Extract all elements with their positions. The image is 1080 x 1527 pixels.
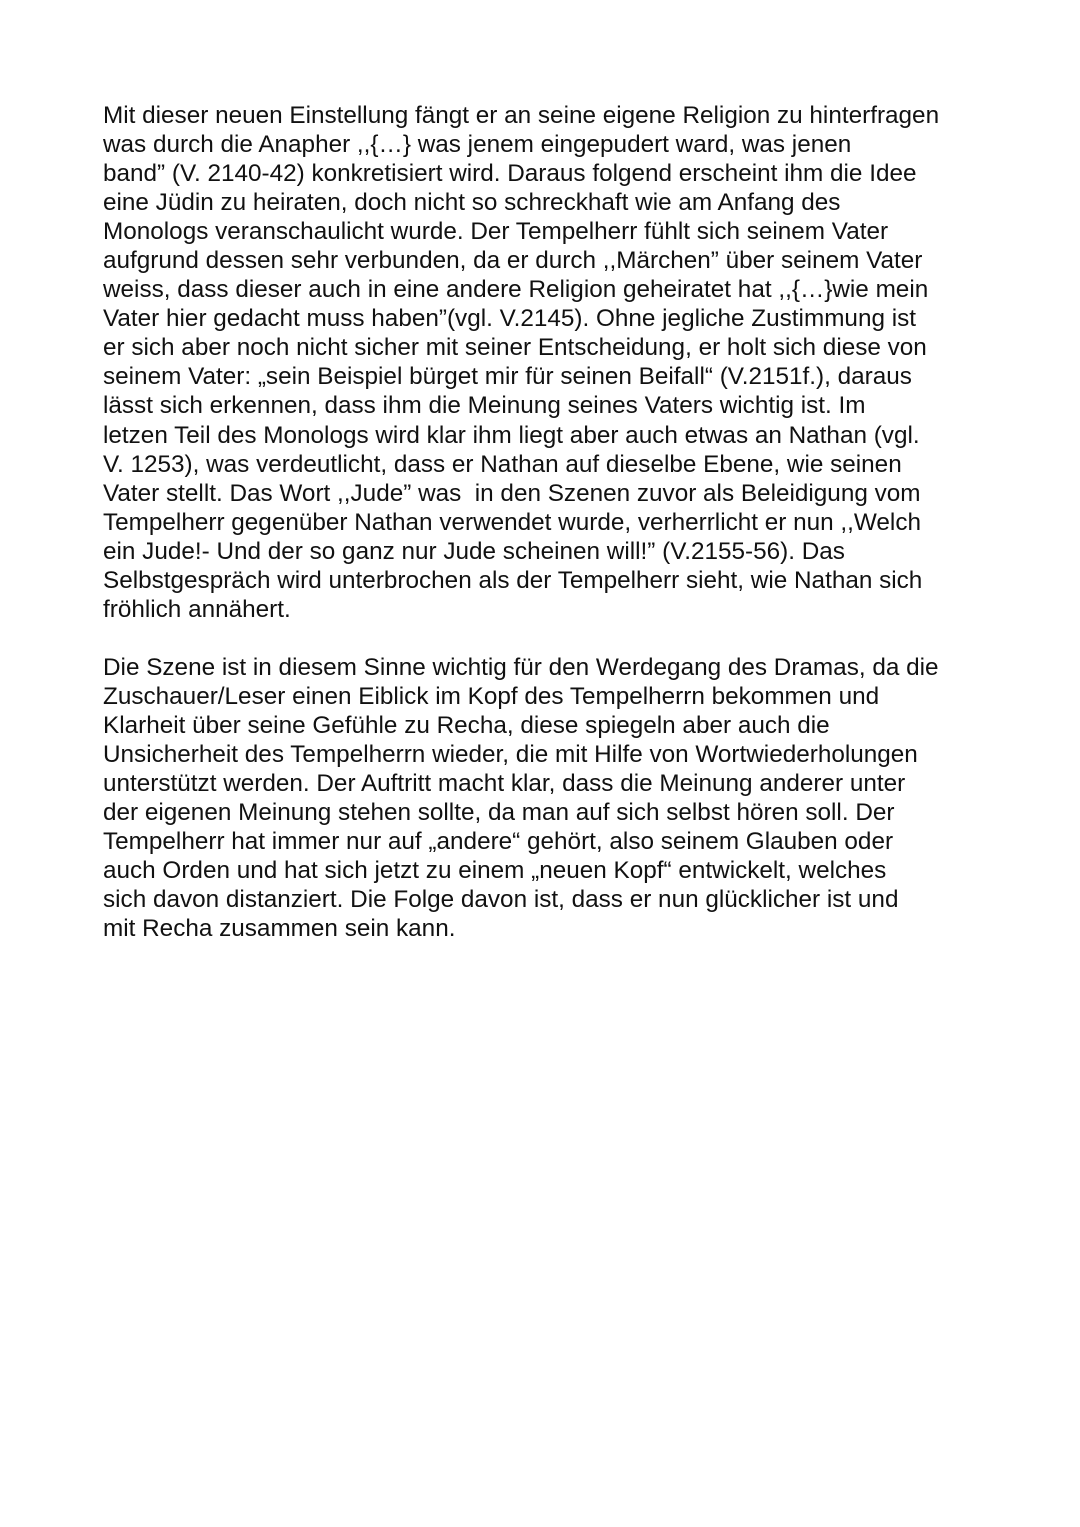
text-line: Vater hier gedacht muss haben”(vgl. V.2145). Ohne jegliche Zustimmung ist [103, 305, 917, 333]
text-line: Tempelherr hat immer nur auf „andere“ gehört, also seinem Glauben oder [103, 828, 894, 856]
text-line: Zuschauer/Leser einen Eiblick im Kopf des Tempelherrn bekommen und [103, 682, 880, 710]
text-line: was durch die Anapher ,,{…} was jenem eingepudert ward, was jenen [103, 131, 852, 159]
text-line: Klarheit über seine Gefühle zu Recha, diese spiegeln aber auch die [103, 711, 830, 739]
text-line: er sich aber noch nicht sicher mit seiner Entscheidung, er holt sich diese von [103, 334, 927, 362]
paragraph-spacer [103, 624, 983, 653]
text-line: V. 1253), was verdeutlicht, dass er Nathan auf dieselbe Ebene, wie seinen [103, 450, 902, 478]
text-line: ein Jude!- Und der so ganz nur Jude scheinen will!” (V.2155-56). Das [103, 537, 845, 565]
text-line: auch Orden und hat sich jetzt zu einem „neuen Kopf“ entwickelt, welches [103, 857, 887, 885]
text-line: band” (V. 2140-42) konkretisiert wird. Daraus folgend erscheint ihm die Idee [103, 160, 917, 188]
text-line: Unsicherheit des Tempelherrn wieder, die mit Hilfe von Wortwiederholungen [103, 741, 918, 769]
text-line: der eigenen Meinung stehen sollte, da man auf sich selbst hören soll. Der [103, 799, 895, 827]
text-line: mit Recha zusammen sein kann. [103, 915, 456, 943]
text-line: sich davon distanziert. Die Folge davon ist, dass er nun glücklicher ist und [103, 886, 899, 914]
text-line: weiss, dass dieser auch in eine andere Religion geheiratet hat ,,{…}wie mein [103, 276, 929, 304]
text-line: letzen Teil des Monologs wird klar ihm liegt aber auch etwas an Nathan (vgl. [103, 421, 920, 449]
text-line: fröhlich annähert. [103, 595, 291, 623]
text-line: Monologs veranschaulicht wurde. Der Tempelherr fühlt sich seinem Vater [103, 218, 889, 246]
document-body [103, 101, 983, 943]
text-line: Tempelherr gegenüber Nathan verwendet wurde, verherrlicht er nun ,,Welch [103, 508, 921, 536]
text-line: Vater stellt. Das Wort ,,Jude” was in den Szenen zuvor als Beleidigung vom [103, 479, 921, 507]
text-line: unterstützt werden. Der Auftritt macht klar, dass die Meinung anderer unter [103, 770, 906, 798]
text-line: Mit dieser neuen Einstellung fängt er an seine eigene Religion zu hinterfragen [103, 102, 940, 129]
paragraph-2 [103, 653, 983, 943]
paragraph-1 [103, 101, 983, 624]
text-line: lässt sich erkennen, dass ihm die Meinung seines Vaters wichtig ist. Im [103, 392, 866, 420]
text-line: Selbstgespräch wird unterbrochen als der Tempelherr sieht, wie Nathan sich [103, 566, 923, 594]
text-line: Die Szene ist in diesem Sinne wichtig für den Werdegang des Dramas, da die [103, 653, 939, 681]
text-line: eine Jüdin zu heiraten, doch nicht so schreckhaft wie am Anfang des [103, 189, 841, 217]
text-line: seinem Vater: „sein Beispiel bürget mir für seinen Beifall“ (V.2151f.), daraus [103, 363, 912, 391]
text-line: aufgrund dessen sehr verbunden, da er durch ,,Märchen” über seinem Vater [103, 247, 923, 275]
